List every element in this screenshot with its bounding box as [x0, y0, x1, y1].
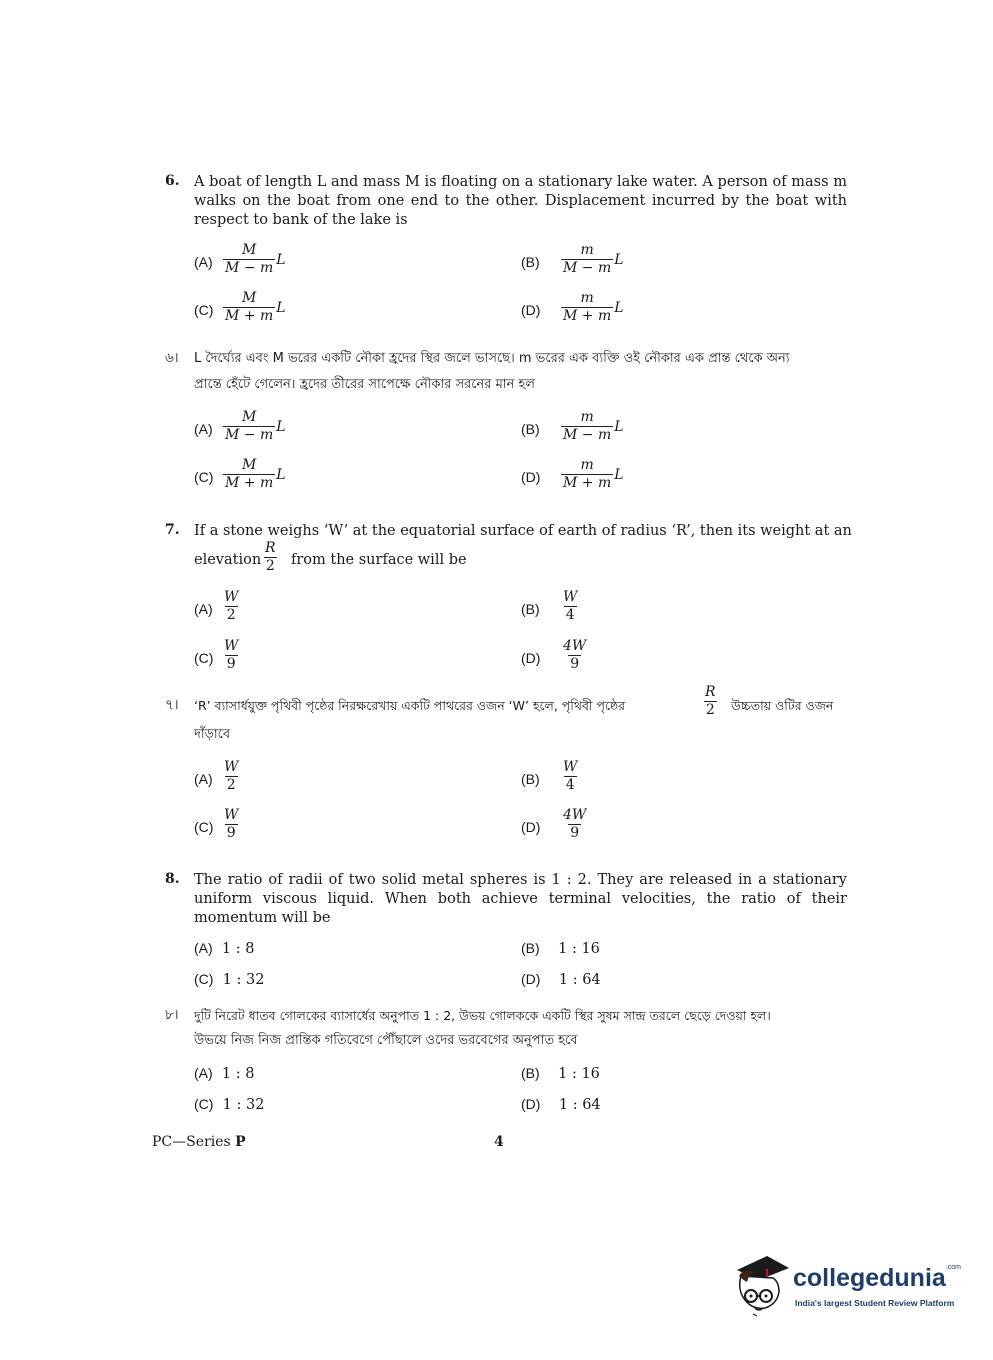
q7bn-option-c-label: (C) — [194, 819, 214, 835]
q8-option-c: (C) 1 : 32 — [194, 971, 265, 988]
q7bn-fraction-r-over-2: $\frac{R}{2}$ — [705, 684, 716, 718]
q7-option-c-label: (C) — [194, 650, 214, 666]
q7bn-line1a: ‘R’ ব্যাসার্ধযুক্ত পৃথিবী পৃষ্ঠের নিরক্ষরেখায় একটি পাথরের ওজন ‘W’ হলে, পৃথিবী পৃষ্ঠের — [194, 698, 625, 713]
mascot-icon — [733, 1252, 793, 1318]
q7-line1: If a stone weighs ‘W’ at the equatorial surface of earth of radius ‘R’, then its weight at an — [194, 523, 852, 539]
q6bn-option-a-label: (A) — [194, 421, 213, 437]
q6-option-c-expr: $\frac{M}{M + m}$ L — [225, 290, 286, 324]
q7-option-a-label: (A) — [194, 601, 213, 617]
footer-series: PC—Series P — [152, 1134, 246, 1150]
q7-option-d-expr: $\frac{4W}{9}$ — [563, 638, 587, 672]
q6-option-d-label: (D) — [521, 302, 541, 318]
q8-option-b: (B) 1 : 16 — [521, 940, 600, 957]
logo-tagline: India's largest Student Review Platform — [795, 1298, 955, 1308]
q8bn-option-a: (A) 1 : 8 — [194, 1065, 255, 1082]
q6bn-line2: প্রান্তে হেঁটে গেলেন। হ্রদের তীরের সাপেক্ষে নৌকার সরনের মান হল — [194, 377, 535, 392]
q7bn-option-a-expr: $\frac{W}{2}$ — [224, 759, 239, 793]
q6-number: 6. — [165, 173, 180, 189]
q8-number: 8. — [165, 871, 180, 887]
q7-line2a: elevation — [194, 552, 262, 568]
q6-option-b-expr: $\frac{m}{M - m}$ L — [563, 242, 624, 276]
q7bn-option-a-label: (A) — [194, 771, 213, 787]
q7-fraction-r-over-2: $\frac{R}{2}$ — [265, 540, 276, 574]
q8bn-number: ৮। — [165, 1007, 179, 1023]
q6-option-d-expr: $\frac{m}{M + m}$ L — [563, 290, 624, 324]
q7-option-c-expr: $\frac{W}{9}$ — [224, 638, 239, 672]
q7bn-line1b: উচ্চতায় ওটির ওজন — [731, 698, 834, 713]
q6bn-option-d-expr: $\frac{m}{M + m}$ L — [563, 457, 624, 491]
q6bn-number: ৬। — [165, 350, 179, 366]
q7-line2b: from the surface will be — [291, 552, 467, 568]
q7bn-option-b-expr: $\frac{W}{4}$ — [563, 759, 578, 793]
collegedunia-logo[interactable] — [733, 1252, 963, 1322]
q8-option-d: (D) 1 : 64 — [521, 971, 601, 988]
q7bn-number: ৭। — [165, 697, 179, 713]
q7-option-b-expr: $\frac{W}{4}$ — [563, 589, 578, 623]
q6-text: A boat of length L and mass M is floating on a stationary lake water. A person of mass m walks on the boat from one end to the other. Displacement incurred by the boat with respect to bank of the lake is — [194, 174, 847, 228]
q7bn-line2: দাঁড়াবে — [194, 727, 231, 742]
q6-option-a-label: (A) — [194, 254, 213, 270]
q7bn-option-d-expr: $\frac{4W}{9}$ — [563, 807, 587, 841]
q7bn-option-b-label: (B) — [521, 771, 540, 787]
q7bn-option-c-expr: $\frac{W}{9}$ — [224, 807, 239, 841]
q7-number: 7. — [165, 522, 180, 538]
q7-option-d-label: (D) — [521, 650, 541, 666]
q8bn-line1: দুটি নিরেট ধাতব গোলকের ব্যাসার্ধের অনুপাত 1 : 2, উভয় গোলককে একটি স্থির সুষম সান্দ্র তরলে ছেড়ে দেওয়া হল। — [194, 1008, 771, 1023]
q7bn-option-d-label: (D) — [521, 819, 541, 835]
q8bn-line2: উভয়ে নিজ নিজ প্রান্তিক গতিবেগে পৌঁছালে ওদের ভরবেগের অনুপাত হবে — [194, 1033, 578, 1048]
q8bn-option-c: (C) 1 : 32 — [194, 1096, 265, 1113]
q6bn-option-b-expr: $\frac{m}{M - m}$ L — [563, 409, 624, 443]
q8-option-a: (A) 1 : 8 — [194, 940, 255, 957]
q8bn-option-d: (D) 1 : 64 — [521, 1096, 601, 1113]
q7-option-a-expr: $\frac{W}{2}$ — [224, 589, 239, 623]
q7-option-b-label: (B) — [521, 601, 540, 617]
q6bn-line1: L দৈর্ঘ্যের এবং M ভরের একটি নৌকা হ্রদের স্থির জলে ভাসছে। m ভরের এক ব্যক্তি ওই নৌকার এক প্রান্ত থেকে অন্য — [194, 351, 790, 366]
q8-text: The ratio of radii of two solid metal spheres is 1 : 2. They are released in a stationary uniform viscous liquid. When both achieve terminal velocities, the ratio of their momentum will be — [194, 872, 847, 926]
q6bn-option-b-label: (B) — [521, 421, 540, 437]
q8bn-option-b: (B) 1 : 16 — [521, 1065, 600, 1082]
q6-option-a-expr: $\frac{M}{M - m}$ L — [225, 242, 286, 276]
logo-wordmark: collegedunia$^{.com}$ — [793, 1264, 961, 1292]
page-number: 4 — [494, 1134, 504, 1150]
q6-option-b-label: (B) — [521, 254, 540, 270]
q6bn-option-d-label: (D) — [521, 469, 541, 485]
q6bn-option-c-label: (C) — [194, 469, 214, 485]
q6-option-c-label: (C) — [194, 302, 214, 318]
q6bn-option-c-expr: $\frac{M}{M + m}$ L — [225, 457, 286, 491]
q6bn-option-a-expr: $\frac{M}{M - m}$ L — [225, 409, 286, 443]
